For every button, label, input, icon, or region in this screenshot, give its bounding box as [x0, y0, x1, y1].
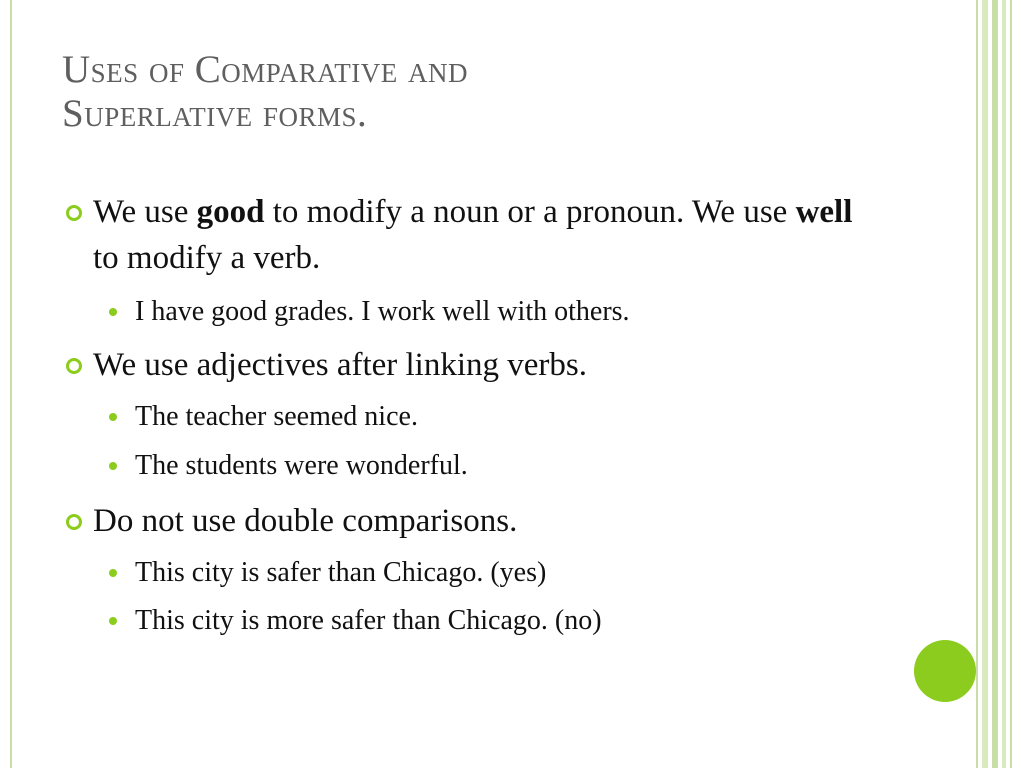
dot-bullet-icon [109, 569, 117, 577]
bullet-2-text: We use adjectives after linking verbs. [93, 347, 588, 383]
text-run: to modify a noun or a pronoun. We use [264, 194, 796, 230]
emphasis-well: well [795, 194, 853, 230]
dot-bullet-icon [109, 308, 117, 316]
title-line-1: Uses of Comparative and [62, 48, 468, 91]
dot-bullet-icon [109, 617, 117, 625]
bullet-3-sub-2: This city is more safer than Chicago. (no) [135, 605, 602, 636]
bullet-3-sub-1: This city is safer than Chicago. (yes) [135, 557, 547, 588]
dot-bullet-icon [109, 462, 117, 470]
decorative-circle-icon [914, 640, 976, 702]
bullet-3-text: Do not use double comparisons. [93, 503, 518, 539]
ring-bullet-icon [66, 358, 82, 374]
bullet-2-sub-1: The teacher seemed nice. [135, 401, 418, 432]
frame-stripe [1010, 0, 1012, 768]
frame-stripe [982, 0, 988, 768]
bullet-1-text [93, 189, 853, 281]
frame-stripe [992, 0, 998, 768]
frame-stripe [976, 0, 978, 768]
frame-stripe [1002, 0, 1006, 768]
ring-bullet-icon [66, 205, 82, 221]
bullet-2-sub-2: The students were wonderful. [135, 450, 468, 481]
text-run: to modify a verb. [93, 240, 321, 276]
emphasis-good: good [196, 194, 265, 230]
ring-bullet-icon [66, 514, 82, 530]
title-line-2: Superlative forms. [62, 92, 368, 135]
dot-bullet-icon [109, 413, 117, 421]
bullet-1-sub-1: I have good grades. I work well with others. [135, 296, 630, 327]
text-run: We use [93, 194, 197, 230]
frame-right-border [976, 0, 1024, 768]
